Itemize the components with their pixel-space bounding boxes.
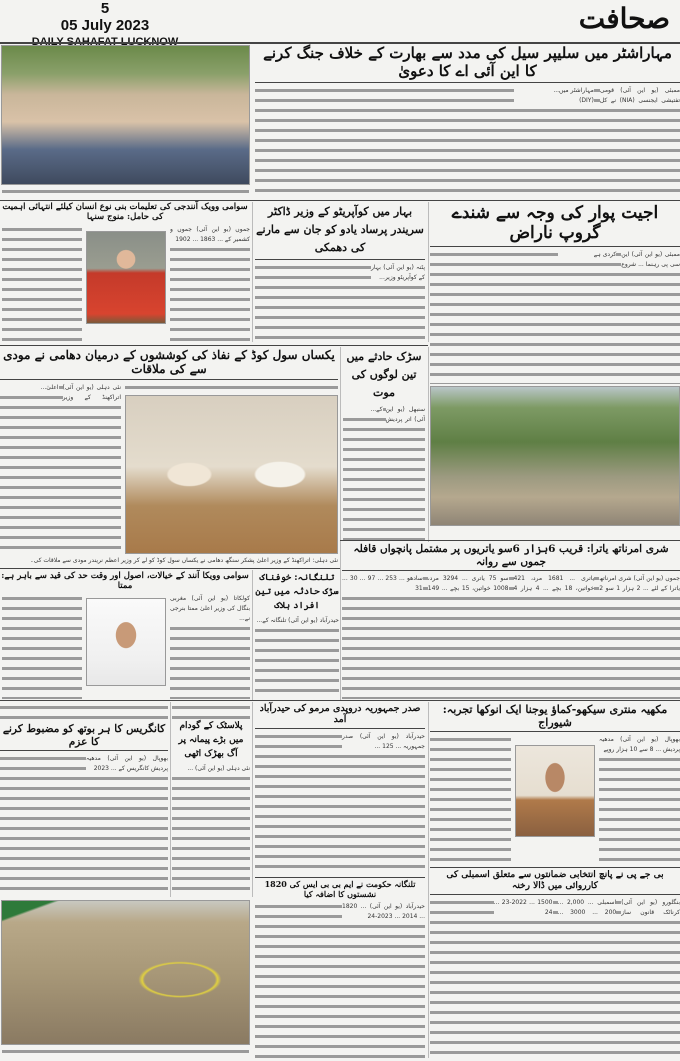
ucc-body-row xyxy=(0,383,338,554)
lede: نئی دہلی (یو این آئی) اتراکھنڈ کے وزیر اعلیٰ... xyxy=(0,383,121,403)
article-mbbs xyxy=(255,880,425,1058)
article-telangana-accident xyxy=(255,571,339,699)
article-body-mbbs xyxy=(255,902,425,1058)
divider xyxy=(255,82,680,83)
article-body-ucc-top xyxy=(125,383,338,393)
body-column xyxy=(599,735,680,865)
divider xyxy=(0,750,168,751)
article-body-sinha xyxy=(0,225,250,343)
article-congress xyxy=(0,703,168,897)
headline-sinha: سوامی وویک آنندجی کی تعلیمات بنی نوع انسان کیلئے انتہائی اہمیت کی حامل: منوج سنہا xyxy=(2,202,248,223)
article-body-murmu xyxy=(255,732,425,875)
body-column xyxy=(2,225,82,343)
lede: حیدرآباد (یو این آئی) تلنگانہ کے... xyxy=(256,617,339,624)
divider xyxy=(340,540,680,541)
issue-date: 05 July 2023 xyxy=(60,17,150,34)
divider xyxy=(0,700,680,701)
body-column xyxy=(170,225,250,343)
headline-telangana-accident: تلنگانہ: خوفناک سڑک حادثہ میں تین افراد ہلاک xyxy=(255,573,339,611)
divider xyxy=(0,379,338,380)
headline-congress: کانگریس کا ہر بوتھ کو مضبوط کرنے کا عزم xyxy=(2,723,166,748)
column-rule xyxy=(428,347,429,542)
lede: بھوپال (یو این آئی) مدھیہ پردیش کانگریس کے ... 2023 xyxy=(86,755,168,773)
page-number: 5 xyxy=(100,0,110,17)
orchard-crowd-photo xyxy=(430,386,680,526)
construction-photo-caption xyxy=(2,1047,249,1059)
article-bjp xyxy=(430,870,680,1058)
ucc-photo-column xyxy=(125,383,338,554)
divider xyxy=(430,731,680,732)
group-photo xyxy=(1,45,250,185)
divider xyxy=(430,894,680,895)
divider xyxy=(0,568,340,569)
headline-shivraj: مکھیہ منتری سیکھو-کماؤ یوجنا ایک انوکھا تجربہ: شیوراج xyxy=(442,703,668,730)
divider xyxy=(255,728,425,729)
divider xyxy=(430,246,680,247)
article-accident xyxy=(343,348,425,540)
article-shivraj xyxy=(430,703,680,865)
divider xyxy=(255,877,425,878)
headline-accident: سڑک حادثے میں تین لوگوں کی موت xyxy=(346,350,422,399)
lede: بھوپال (یو این آئی) مدھیہ پردیش ... 8 سے 10 ہزار روپے xyxy=(599,736,680,754)
column-rule xyxy=(170,702,171,897)
headline-nia: مہاراشٹر میں سلیپر سیل کی مدد سے بھارت کے خلاف جنگ کرنے کا این آئی اے کا دعویٰ xyxy=(263,44,672,80)
body-column xyxy=(2,594,82,699)
body-column xyxy=(430,735,511,865)
column-rule xyxy=(428,702,429,1058)
article-body-mamata-cont xyxy=(0,703,168,721)
article-body-plastic xyxy=(172,764,250,897)
body-column xyxy=(170,594,250,699)
lede: نئی دہلی (یو این آئی) ... xyxy=(172,764,250,774)
diy-figure: (DIY) xyxy=(514,96,594,106)
divider xyxy=(0,200,680,201)
headline-bjp: بی جے پی نے پانچ انتخابی ضمانتوں سے متعلق اسمبلی کی کارروائی میں ڈالا رخنہ xyxy=(446,870,664,891)
column-rule xyxy=(340,347,341,542)
lede: حیدرآباد (یو این آئی) ... 1820 ... 2014 ... 2023-24 xyxy=(342,903,425,921)
article-body-ajit xyxy=(430,250,680,384)
plastic-top-text xyxy=(172,703,250,719)
mamata-photo xyxy=(86,598,166,686)
manoj-sinha-photo xyxy=(86,231,166,324)
headline-plastic-fire: پلاسٹک کے گودام میں بڑے پیمانہ پر آگ بھڑک اٹھی xyxy=(178,721,244,759)
headline-mbbs: تلنگانہ حکومت نے ایم بی بی ایس کی 1820 نشستوں کا اضافہ کیا xyxy=(264,879,416,899)
headline-murmu: صدر جمہوریہ دروپدی مرمو کی حیدرآباد آمد xyxy=(259,703,421,726)
article-ucc xyxy=(0,348,338,566)
column-rule xyxy=(252,202,253,342)
lede: ممبئی (یو این آئی) قومی تفتیشی ایجنسی (NIA) نے کل مہاراشٹر میں... xyxy=(514,86,680,106)
headline-ajit-pawar: اجیت پوار کی وجہ سے شندے گروپ ناراض xyxy=(451,203,659,244)
article-bihar xyxy=(255,203,425,343)
divider xyxy=(430,867,680,868)
column-rule xyxy=(340,542,341,700)
article-body-bjp xyxy=(430,898,680,1058)
lede: حیدرآباد (یو این آئی) صدر جمہوریہ ... 125 ... xyxy=(342,732,425,750)
article-mamata xyxy=(0,571,250,699)
ucc-photo-caption xyxy=(0,556,338,566)
column-rule xyxy=(428,202,429,342)
caption: نئی دہلی: اتراکھنڈ کے وزیر اعلیٰ پشکر سنگھ دھامی نے یکساں سول کوڈ کو لے کر وزیر اعظم نریندر مودی سے ملاقات کی۔ xyxy=(0,556,338,566)
construction-site-photo xyxy=(1,900,250,1045)
article-sinha xyxy=(0,202,250,343)
article-body-bihar xyxy=(255,263,425,343)
column-rule xyxy=(252,702,253,897)
divider xyxy=(342,570,680,571)
article-plastic xyxy=(172,703,250,897)
article-body-congress xyxy=(0,754,168,897)
lede: ممبئی (یو این آئی) این سی پی رہنما ... شروع کردی ہے xyxy=(558,250,680,270)
article-ajit xyxy=(430,203,680,384)
lede: جموں (یو این آئی) جموں و کشمیر کے ... 1863 ... 1902 xyxy=(170,226,250,244)
article-body-amarnath xyxy=(342,574,680,699)
lede: جموں (یو این آئی) شری امرناتھ یاترا کے لئے ... 2 ہزار 1 سو 2 یاتری ... 1681 مرد، 421 خواتین، 18 بچے ... 4 ہزار 4 سو 75 یاتری ... 3294 مرد، 1008 خواتین، 15 بچے ... 149 سادھو ... 253 ... 97 ... 30 ... 31 xyxy=(342,575,680,593)
article-amarnath xyxy=(342,543,680,699)
headline-mamata: سوامی وویکا آنند کے خیالات، اصول اور وقت حد کی قید سے باہر ہے: ممتا xyxy=(1,571,249,592)
lede: بنگلورو (یو این آئی) کرناٹک قانون ساز اسمبلی ... 2,000 ... 200 ... 3000 ... 1500 ... 2022-23 ... 24 xyxy=(493,898,680,916)
article-murmu xyxy=(255,703,425,875)
lede: پٹنہ (یو این آئی) بہار کے کوآپریٹو وزیر... xyxy=(371,264,425,281)
divider xyxy=(0,345,428,346)
lede: سنبھل (یو این آئی) اتر پردیش کے... xyxy=(343,405,425,425)
column-rule xyxy=(252,570,253,700)
headline-bihar: بہار میں کوآپریٹو کے وزیر ڈاکٹر سریندر پرساد یادو کو جان سے مارنے کی دھمکی xyxy=(256,205,424,254)
dhami-modi-meeting-photo xyxy=(125,395,338,554)
article-body-telangana-accident xyxy=(255,616,339,699)
masthead-info xyxy=(0,0,210,48)
article-body-shivraj xyxy=(430,735,680,865)
divider xyxy=(255,259,425,260)
headline-amarnath: شری امرناتھ یاترا: قریب 6ہزار 6سو یاتریوں پر مشتمل پانچواں قافلہ جموں سے روانہ xyxy=(353,543,669,568)
group-photo-caption xyxy=(2,187,249,197)
article-nia xyxy=(255,44,680,198)
headline-ucc: یکساں سول کوڈ کے نفاذ کی کوششوں کے درمیان دھامی نے مودی سے کی ملاقات xyxy=(3,348,335,377)
shivraj-photo xyxy=(515,745,595,837)
article-body-mamata xyxy=(0,594,250,699)
article-body-ucc-left xyxy=(0,383,121,554)
newspaper-logo: صحافت xyxy=(578,2,670,35)
lede: کولکاتا (یو این آئی) مغربی بنگال کی وزیر اعلیٰ ممتا بنرجی نے... xyxy=(170,595,250,623)
article-body-accident xyxy=(343,405,425,540)
article-body-nia xyxy=(255,86,680,198)
